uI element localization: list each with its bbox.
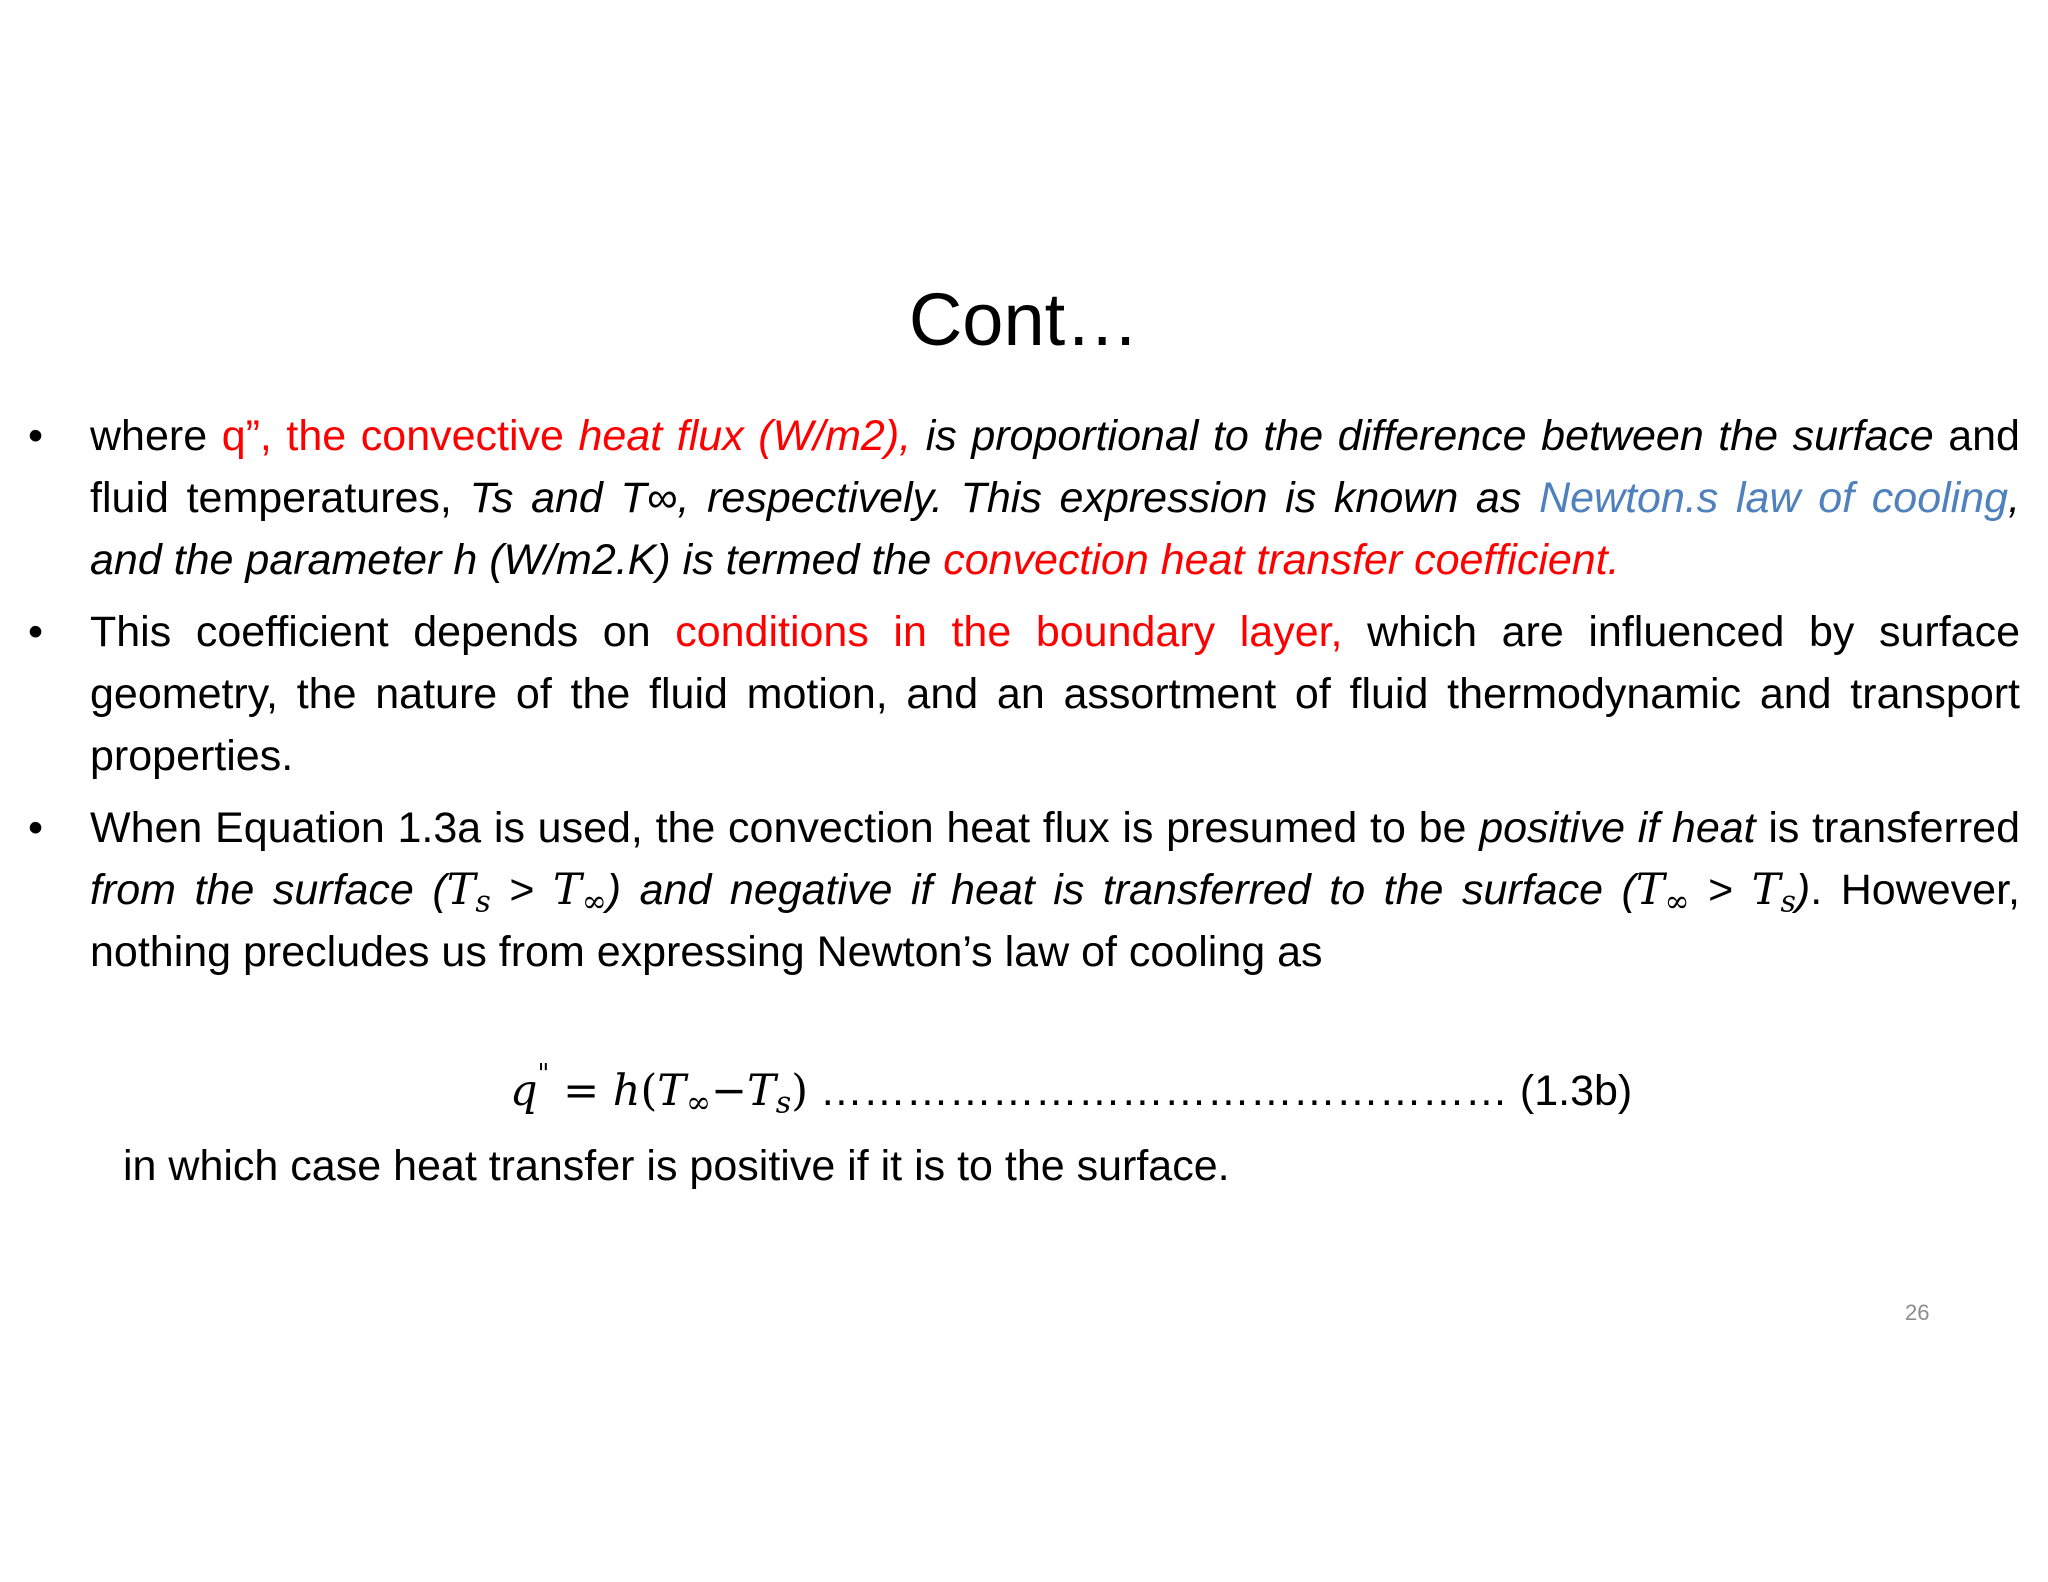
bullet3-text-2: positive if heat <box>1479 804 1756 852</box>
slide-title: Cont… <box>908 278 1140 361</box>
math-gt: > <box>1689 866 1752 914</box>
eq-minus: − <box>711 1066 748 1116</box>
eq-label: (1.3b) <box>1519 1067 1633 1115</box>
math-sub-inf: ∞ <box>1664 884 1690 920</box>
equation-1-3b <box>510 1060 1632 1122</box>
bullet3-text-7: . However, nothing precludes us from expressing Newton’s law of cooling as <box>90 866 2020 976</box>
bullet-item-3 <box>28 797 2021 983</box>
math-T: T <box>1635 865 1665 915</box>
followup-text: in which case heat transfer is positive if it is to the surface. <box>123 1142 1230 1190</box>
eq-T: T <box>657 1066 686 1116</box>
bullet-marker: • <box>28 412 44 460</box>
bullet1-text-5: , and the parameter h (W/m2.K) is termed the <box>90 474 2021 584</box>
eq-equals: = <box>549 1066 613 1116</box>
math-T: T <box>553 865 582 915</box>
bullet2-text-2: which are influenced by surface geometry, the nature of the fluid motion, and an assortment of fluid thermodynamic and transport properties. <box>90 608 2020 780</box>
bullet1-text-2: is proportional to the difference between the surface <box>911 412 1934 460</box>
bullet-item-2 <box>28 601 2020 787</box>
bullet3-text-4: from the surface ( <box>90 866 447 914</box>
eq-T: T <box>747 1066 776 1116</box>
bullet-item-1 <box>28 405 2021 591</box>
eq-dots: ………………………………………… <box>807 1067 1520 1115</box>
bullet3-text-5: ) and negative if heat is transferred to the surface ( <box>606 866 1636 914</box>
bullet-marker: • <box>28 608 44 656</box>
bullet2-boundary-layer: conditions in the boundary layer, <box>675 608 1343 656</box>
bullet1-heat-flux-label: q”, the convective <box>221 412 579 460</box>
bullet3-text-3: is transferred <box>1755 804 2021 852</box>
eq-sub-s: s <box>775 1085 792 1121</box>
eq-close-paren: ) <box>791 1066 808 1116</box>
math-sub-s: s <box>475 884 491 920</box>
eq-q: q <box>510 1066 538 1116</box>
bullet2-text-1: This coefficient depends on <box>90 608 676 656</box>
math-sub-s: s <box>1780 884 1796 920</box>
bullet-marker: • <box>28 804 44 852</box>
bullet-list <box>28 405 2021 993</box>
bullet1-newton-law: Newton.s law of cooling <box>1539 474 2009 522</box>
bullet1-text-4: Ts and T∞, respectively. This expression is known as <box>469 474 1540 522</box>
eq-double-prime: " <box>537 1058 550 1089</box>
bullet1-convection-coefficient: convection heat transfer coefficient. <box>943 536 1620 584</box>
bullet1-heat-flux-units: heat flux (W/m2), <box>578 412 912 460</box>
math-T: T <box>446 865 476 915</box>
page-number: 26 <box>1905 1300 1930 1325</box>
bullet1-text-1: where <box>90 412 222 460</box>
math-T: T <box>1751 865 1781 915</box>
eq-h: h <box>612 1066 641 1116</box>
bullet3-text-6: ) <box>1795 866 1811 914</box>
math-sub-inf: ∞ <box>581 884 607 920</box>
eq-open-paren: ( <box>640 1066 658 1116</box>
eq-sub-inf: ∞ <box>685 1085 712 1121</box>
bullet3-text-1: When Equation 1.3a is used, the convection heat flux is presumed to be <box>90 804 1480 852</box>
math-gt: > <box>490 866 554 914</box>
bullet1-text-3: and fluid temperatures, <box>90 412 2020 522</box>
